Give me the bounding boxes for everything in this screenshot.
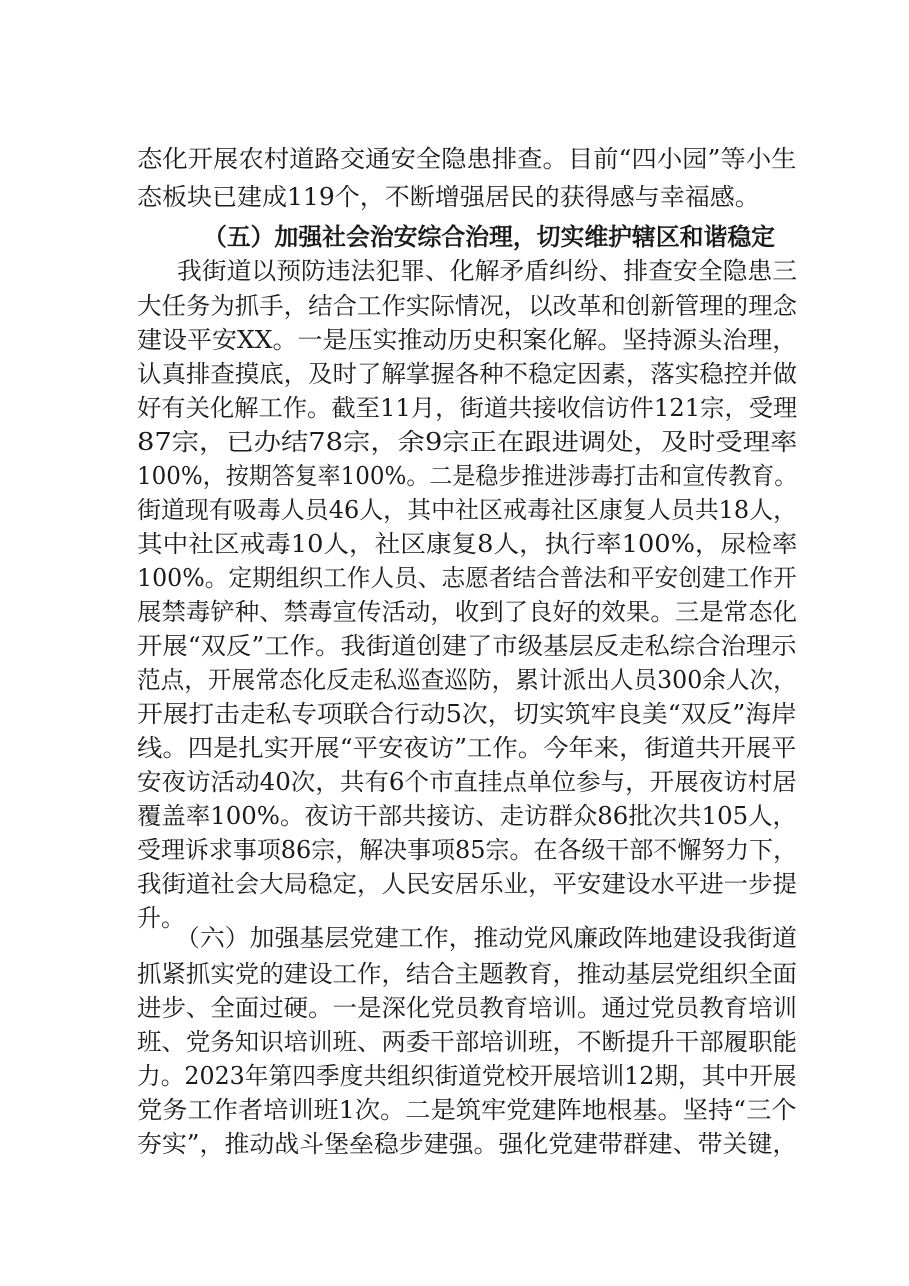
text-line: 党务工作者培训班1次。二是筑牢党建阵地根基。坚持“三个 xyxy=(137,1096,797,1124)
text-line: 抓紧抓实党的建设工作，结合主题教育，推动基层党组织全面 xyxy=(137,960,798,988)
text-line: 建设平安XX。一是压实推动历史积案化解。坚持源头治理， xyxy=(137,326,798,354)
text-line: （六）加强基层党建工作，推动党风廉政阵地建设我街道 xyxy=(175,924,797,952)
text-line: 覆盖率100%。夜访干部共接访、走访群众86批次共105人， xyxy=(137,802,797,830)
text-line: 认真排查摸底，及时了解掌握各种不稳定因素，落实稳控并做 xyxy=(137,360,798,388)
text-line: 升。 xyxy=(137,904,185,932)
text-line: 100%。定期组织工作人员、志愿者结合普法和平安创建工作开 xyxy=(137,564,797,592)
text-line: 大任务为抓手，结合工作实际情况，以改革和创新管理的理念 xyxy=(137,292,798,320)
text-line: 其中社区戒毒10人，社区康复8人，执行率100%，尿检率 xyxy=(137,530,798,558)
text-line: 班、党务知识培训班、两委干部培训班，不断提升干部履职能 xyxy=(137,1028,798,1056)
text-line: 100%，按期答复率100%。二是稳步推进涉毒打击和宣传教育。 xyxy=(137,462,798,490)
text-line: 开展“双反”工作。我街道创建了市级基层反走私综合治理示 xyxy=(137,632,797,660)
text-line: 态板块已建成119个，不断增强居民的获得感与幸福感。 xyxy=(137,183,760,211)
text-line: 安夜访活动40次，共有6个市直挂点单位参与，开展夜访村居 xyxy=(137,768,797,796)
text-line: 我街道社会大局稳定，人民安居乐业，平安建设水平进一步提 xyxy=(137,870,798,898)
text-line: 87宗，已办结78宗，余9宗正在跟进调处，及时受理率 xyxy=(137,428,798,456)
text-line: 线。四是扎实开展“平安夜访”工作。今年来，街道共开展平 xyxy=(137,734,797,762)
section-heading: （五）加强社会治安综合治理，切实维护辖区和谐稳定 xyxy=(203,222,775,251)
text-line: 进步、全面过硬。一是深化党员教育培训。通过党员教育培训 xyxy=(137,994,798,1022)
text-line: 我街道以预防违法犯罪、化解矛盾纠纷、排查安全隐患三 xyxy=(177,257,797,285)
text-line: 好有关化解工作。截至11月，街道共接收信访件121宗，受理 xyxy=(137,394,798,422)
text-line: 受理诉求事项86宗，解决事项85宗。在各级干部不懈努力下， xyxy=(137,836,798,864)
text-line: 范点，开展常态化反走私巡查巡防，累计派出人员300余人次， xyxy=(137,666,797,694)
text-line: 力。2023年第四季度共组织街道党校开展培训12期，其中开展 xyxy=(137,1062,797,1090)
text-line: 街道现有吸毒人员46人，其中社区戒毒社区康复人员共18人， xyxy=(137,496,798,524)
text-line: 展禁毒铲种、禁毒宣传活动，收到了良好的效果。三是常态化 xyxy=(137,598,798,626)
text-line: 态化开展农村道路交通安全隐患排查。目前“四小园”等小生 xyxy=(137,145,797,173)
text-line: 开展打击走私专项联合行动5次，切实筑牢良美“双反”海岸 xyxy=(137,700,797,728)
text-line: 夯实”，推动战斗堡垒稳步建强。强化党建带群建、带关键， xyxy=(137,1130,798,1158)
